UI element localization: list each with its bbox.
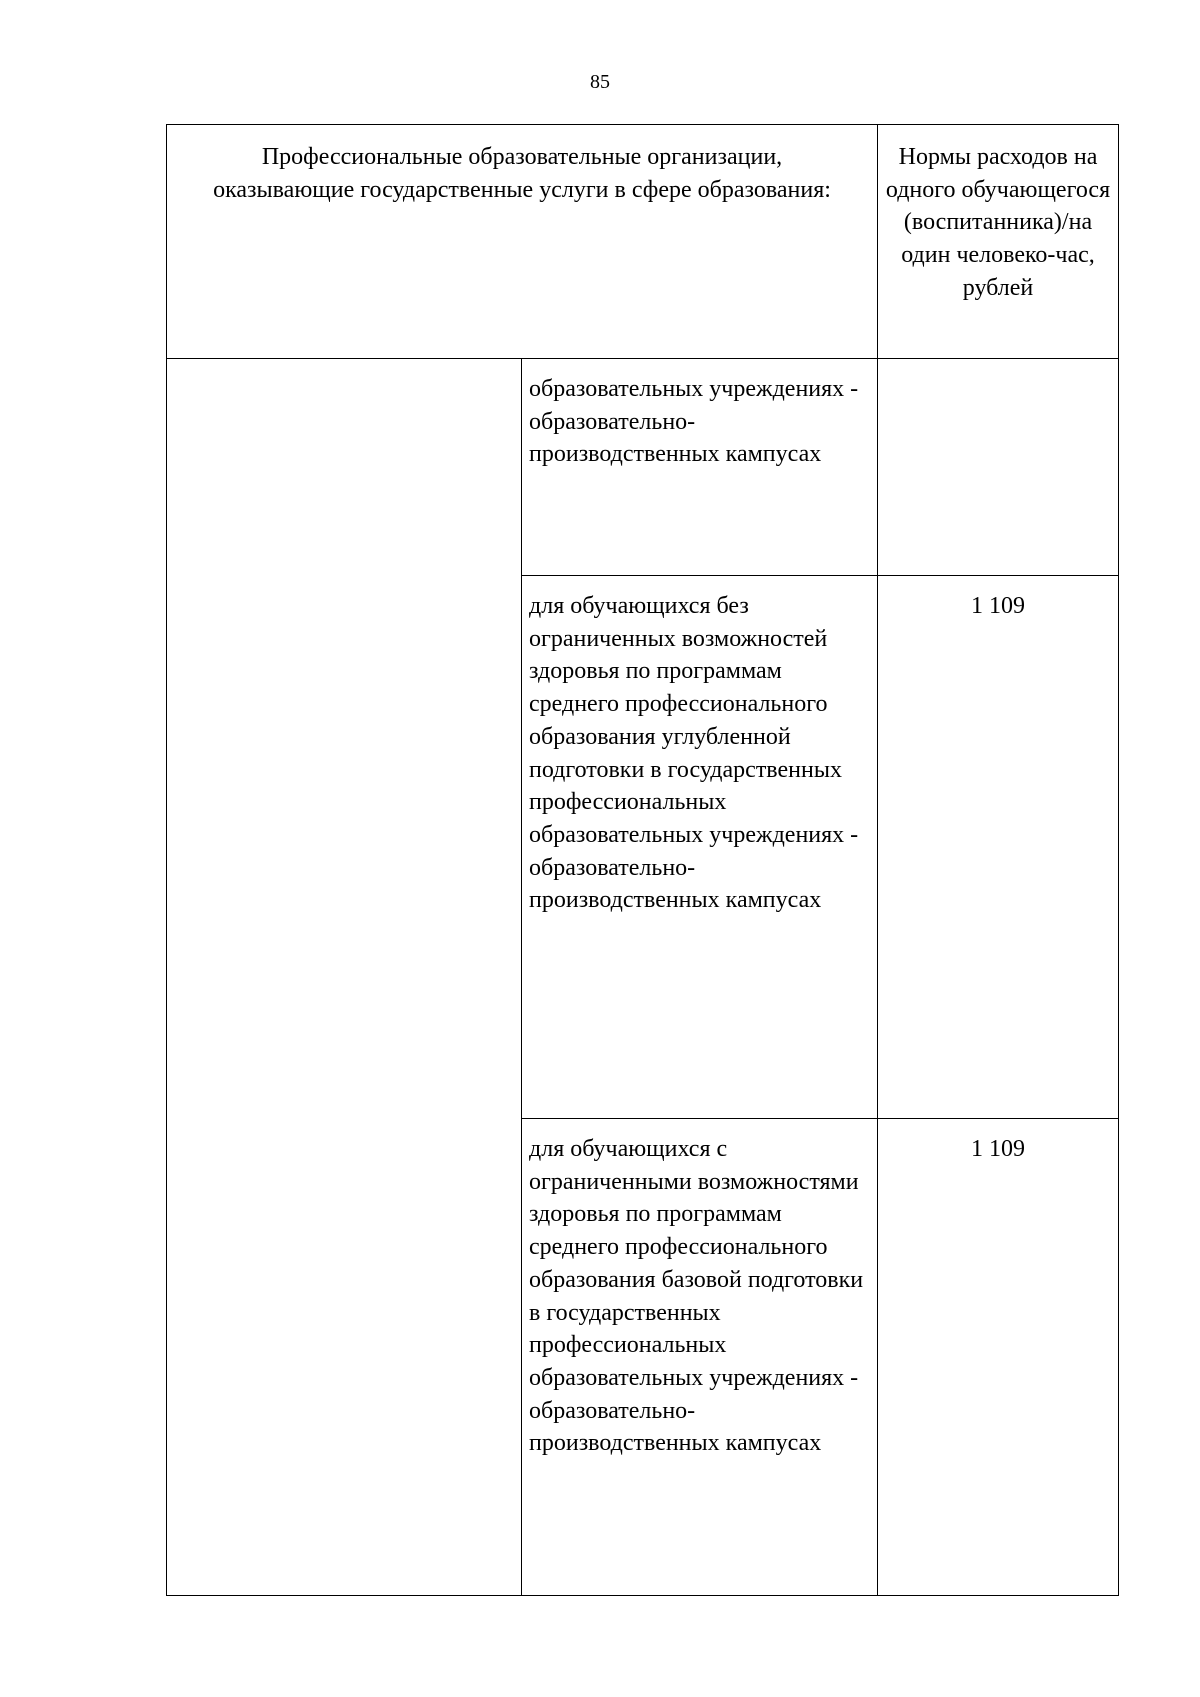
row-value — [878, 359, 1119, 576]
row-description: для обучающихся без ограниченных возможностей здоровья по программам среднего профессионального образования углубленной подготовки в государственных профессиональных образовательных учреждениях - образовательно-производственных кампусах — [522, 576, 878, 1119]
table-header-row — [167, 125, 1119, 359]
header-org-cell — [167, 125, 878, 359]
header-org-title: Профессиональные образовательные организации, оказывающие государственные услуги в сфере образования: — [213, 144, 831, 203]
row-value: 1 109 — [878, 576, 1119, 1119]
row-description: для обучающихся с ограниченными возможностями здоровья по программам среднего профессионального образования базовой подготовки в государственных профессиональных образовательных учреждениях - образовательно-производственных кампусах — [522, 1119, 878, 1596]
header-norm-cell — [878, 125, 1119, 359]
row-description: образовательных учреждениях - образовательно-производственных кампусах — [522, 359, 878, 576]
page-number: 85 — [590, 71, 610, 93]
category-cell — [167, 359, 522, 1596]
header-norm-title: Нормы расходов на одного обучающегося (воспитанника)/на один человеко-час, рублей — [885, 144, 1111, 301]
norms-table — [166, 124, 1119, 1596]
table-row — [167, 359, 1119, 576]
row-value: 1 109 — [878, 1119, 1119, 1596]
